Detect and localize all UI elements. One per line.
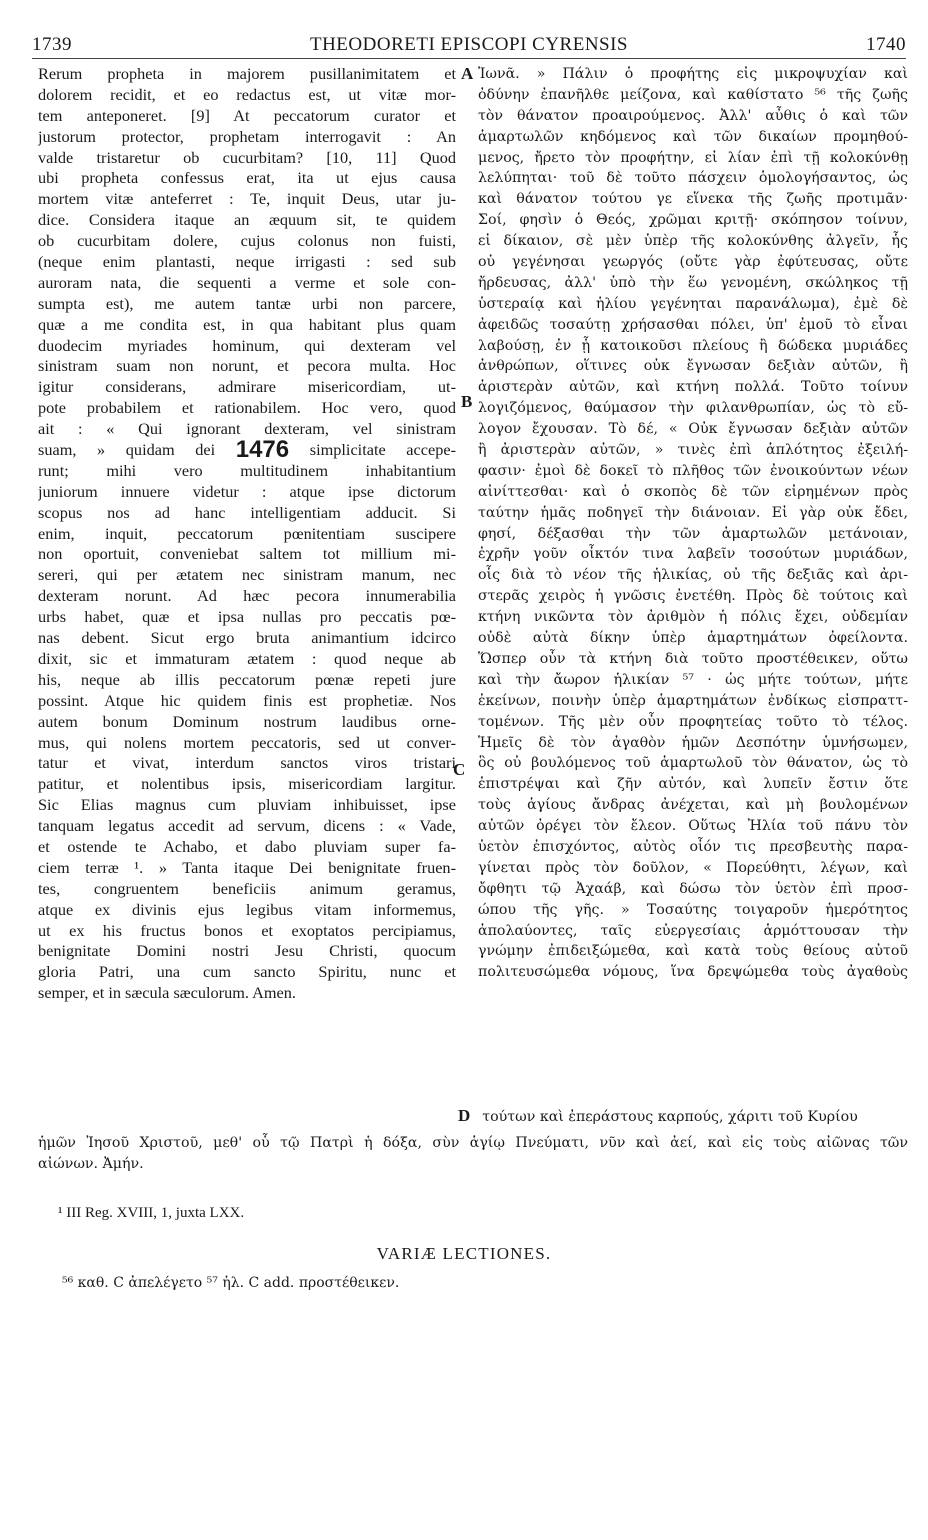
greek-continuation-line-2: αἰώνων. Ἀμήν. (38, 1155, 144, 1172)
latin-line: mus, qui nolens mortem peccatoris, sed ut conver- (38, 732, 456, 752)
latin-line: tem anteponeret. [9] At peccatorum curator et (38, 105, 456, 125)
latin-line: igitur considerans, admirare misericordiam, ut- (38, 377, 456, 397)
greek-line: πολιτευσώμεθα νόμους, ἵνα δρεψώμεθα τοὺς ἀγαθοὺς (478, 964, 908, 981)
latin-line: his, neque ab illis peccatorum pœnæ repeti jure (38, 669, 456, 689)
greek-line: ἀνθρώπων, οἵτινες οὐκ ἔγνωσαν δεξιὰν αὐτῶν, ἢ (478, 358, 908, 375)
latin-line: duodecim myriades hominum, qui dexteram vel (38, 335, 456, 355)
greek-line: καὶ τὴν ἄωρον ἡλικίαν ⁵⁷ · ὡς μήτε τούτων, μήτε (478, 671, 908, 688)
greek-line: ὑετὸν ἐπισχόντος, αὐτὸς οἷόν τις πρεσβευτὴς παρα- (478, 838, 908, 855)
greek-line: λελύπηται· τοῦ δὲ τοῦτο πάσχειν ὁμολογήσαντος, ὡς (478, 170, 908, 187)
latin-line: scopus nos ad hanc intelligentiam adducit. Si (38, 502, 456, 522)
latin-line: Sic Elias magnus cum pluviam inhibuisset, ipse (38, 795, 456, 815)
greek-line: τοὺς ἁγίους ἄνδρας ἀνέχεται, καὶ μὴ βουλομένων (478, 797, 908, 814)
latin-line: runt; mihi vero multitudinem inhabitantium (38, 460, 456, 480)
greek-line: Ἡμεῖς δὲ τὸν ἀγαθὸν ἡμῶν Δεσπότην ὑμνήσωμεν, (478, 734, 908, 751)
greek-continuation (38, 1133, 908, 1175)
latin-line: tanquam legatus accedit ad servum, dicens : « Vade, (38, 816, 456, 836)
greek-line: αὐτῶν ὀρέγει τὸν ἔλεον. Οὕτως Ἠλία τοῦ πάνυ τὸν (478, 818, 908, 835)
latin-line: pote probabilem et rationabilem. Hoc vero, quod (38, 398, 456, 418)
greek-line: τὸν θάνατον προαιρούμενος. Ἀλλ' αὖθις ὁ καὶ τῶν (478, 107, 908, 124)
latin-line: et ostende te Achabo, et dabo pluviam super fa- (38, 836, 456, 856)
greek-line: ἐπιστρέψαι καὶ ζῆν αὐτόν, καὶ λυπεῖν ἔστιν ὅτε (478, 776, 908, 793)
latin-line: sinistram suam non norunt, et pecora multa. Hoc (38, 356, 456, 376)
greek-line: ὀδύνην ἐπανῆλθε μείζονα, καὶ καθίστατο ⁵⁶ τῆς ζωῆς (478, 86, 908, 103)
latin-line: possint. Atque hic quidem finis est prophetiæ. Nos (38, 690, 456, 710)
latin-line: mortem vitæ anteferret : Te, inquit Deus, utar ju- (38, 189, 456, 209)
section-marker-a: A (461, 64, 474, 83)
latin-line: quæ a me condita est, in qua habitant plus quam (38, 314, 456, 334)
footnote: ¹ III Reg. XVIII, 1, juxta LXX. (58, 1205, 245, 1221)
greek-line: ἐχρῆν γοῦν οἶκτόν τινα λαβεῖν τοσούτων μυριάδων, (478, 546, 908, 563)
latin-line: patitur, et nolentibus ipsis, misericordiam largitur. (38, 774, 456, 794)
greek-line: ταύτην ἡμᾶς ποδηγεῖ τὴν διάνοιαν. Εἰ γὰρ οὐκ ἔδει, (478, 504, 908, 521)
latin-line: non oportuit, conveniebat saltem tot millium mi- (38, 544, 456, 564)
greek-line: οὐ γεγένησαι γεωργός (οὔτε γὰρ ἐφύτευσας, οὔτε (478, 254, 908, 271)
greek-line-d: τούτων καὶ ἐπεράστους καρπούς, χάριτι τοῦ Κυρίου (482, 1109, 858, 1125)
latin-line: tes, congruentem beneficiis animum geramus, (38, 878, 456, 898)
greek-line: ἁμαρτωλῶν κηδόμενος καὶ τῶν δικαίων προμηθού- (478, 128, 908, 145)
latin-line-part: simplicitate accepe- (309, 440, 456, 460)
greek-line: φησί, δέξασθαι τὴν τῶν ἁμαρτωλῶν μετάνοιαν, (478, 525, 908, 542)
greek-line: λαβούσῃ, ἐν ᾗ κατοικοῦσι πλείους ἢ δώδεκα μυριάδες (478, 337, 908, 354)
latin-line: urbs habet, quæ et ipsa nullas pro peccatis pœ- (38, 607, 456, 627)
greek-line: ώπου τῆς γῆς. » Τοσαύτης τοιγαροῦν ἡμερότητος (478, 901, 908, 918)
latin-line: juniorum innuere videtur : atque ipse dictorum (38, 481, 456, 501)
greek-line: οὐδὲ αὐτὰ δίκην ὑπὲρ ἁμαρτημάτων ὀφείλοντα. (478, 630, 908, 647)
variae-lectiones-text: ⁵⁶ καθ. C ἀπελέγετο ⁵⁷ ἡλ. C add. προστέθεικεν. (62, 1275, 400, 1291)
greek-line: κτήνη νικῶντα τὸν ἀριθμὸν ἡ πόλις ἔχει, οὐδεμίαν (478, 609, 908, 626)
latin-line: dexteram norunt. Ad hæc pecora innumerabilia (38, 586, 456, 606)
header-rule (32, 58, 906, 59)
greek-line: τομένων. Τῆς μὲν οὖν προφητείας τοῦτο τὸ τέλος. (478, 713, 908, 730)
greek-line: καὶ θάνατον τούτου γε εἵνεκα τῆς ζωῆς προτιμᾶν· (478, 191, 908, 208)
latin-line: semper, et in sæcula sæculorum. Amen. (38, 983, 296, 1003)
greek-line: ἀφειδῶς τοσαύτῃ χρήσασθαι πόλει, ὑπ' ἐμοῦ τὸ εἶναι (478, 316, 908, 333)
variae-lectiones-title: VARIÆ LECTIONES. (376, 1244, 552, 1263)
running-title: THEODORETI EPISCOPI CYRENSIS (309, 34, 629, 55)
page-number-left: 1739 (32, 34, 72, 55)
greek-line: ἀριστερὰν αὐτῶν, καὶ κτήνη πολλά. Τοῦτο τοίνυν (478, 379, 908, 396)
greek-line: ἀπολαύοντες, ταῖς εὐεργεσίαις ἁρμόττουσαν τὴν (478, 922, 908, 939)
greek-line: γνώμην ἐπιδειξώμεθα, καὶ κατὰ τοὺς θείους αὐτοῦ (478, 943, 908, 960)
latin-line: valde tristaretur ob cucurbitam? [10, 11] Quod (38, 147, 456, 167)
greek-line: αἰνίττεσθαι· καὶ ὁ σκοπὸς δὲ τῶν εἰρημένων πρὸς (478, 483, 908, 500)
latin-line: sumpta est), me autem tantæ urbi non parcere, (38, 293, 456, 313)
latin-line: tatur et vivat, interdum sanctos viros tristari (38, 753, 456, 773)
section-marker-c: C (453, 760, 466, 779)
latin-line: ob cucurbitam dolere, cujus colonus non fuisti, (38, 231, 456, 251)
greek-line: ἐκείνων, ποινὴν ὑπὲρ ἁμαρτημάτων ἐνδίκως εἰσπραττ- (478, 692, 908, 709)
latin-line: ubi propheta confessus erat, ita ut ejus causa (38, 168, 456, 188)
latin-line: dixit, sic et immaturam ætatem : quod neque ab (38, 648, 456, 668)
latin-line: benignitate Domini nostri Jesu Christi, quocum (38, 941, 456, 961)
latin-line: autem bonum Dominum nostrum laudibus orne- (38, 711, 456, 731)
latin-line: ut ex his fructus bonos et exoptatos percipiamus, (38, 920, 456, 940)
greek-line: φασιν· ἐμοὶ δὲ δοκεῖ τὸ πλῆθος τῶν ἐνοικούντων νέων (478, 462, 908, 479)
greek-line: λογον ἔχουσαν. Τὸ δέ, « Οὐκ ἔγνωσαν δεξιὰν αὐτῶν (478, 421, 908, 438)
latin-column (38, 64, 456, 1004)
column-number: 1476 (235, 440, 290, 461)
greek-line: ὄφθητι τῷ Ἀχαάβ, καὶ δώσω τὸν ὑετὸν ἐπὶ προσ- (478, 880, 908, 897)
greek-line: Ἰωνᾶ. » Πάλιν ὁ προφήτης εἰς μικροψυχίαν καὶ (478, 66, 908, 82)
greek-line: μενος, ἤρετο τὸν προφήτην, εἰ λίαν ἐπὶ τῇ κολοκύνθῃ (478, 149, 908, 166)
greek-line: εἰ δίκαιον, σὲ μὲν ὑπὲρ τῆς κολοκύνθης ἀλγεῖν, ἧς (478, 233, 908, 250)
latin-line: ciem terræ ¹. » Tanta itaque Dei benignitate fruen- (38, 857, 456, 877)
latin-line: (neque enim plantasti, neque irrigasti : sed sub (38, 252, 456, 272)
running-header (32, 34, 906, 58)
latin-line: dice. Considera itaque an æquum sit, te quidem (38, 210, 456, 230)
greek-continuation-line-1: ἡμῶν Ἰησοῦ Χριστοῦ, μεθ' οὗ τῷ Πατρὶ ἡ δόξα, σὺν ἁγίῳ Πνεύματι, νῦν καὶ ἀεί, καὶ εἰς τοὺς αἰῶνας τῶν (38, 1135, 908, 1151)
greek-line: οἷς διὰ τὸ νέον τῆς ἡλικίας, οὐ τῆς δεξιᾶς καὶ ἀρι- (478, 567, 908, 584)
latin-line: ait : « Qui ignorant dexteram, vel sinistram (38, 419, 456, 439)
latin-line: sereri, qui per ætatem nec sinistram manum, nec (38, 565, 456, 585)
greek-line: στερᾶς χειρὸς ἡ γνῶσις ἐνετέθη. Πρὸς δὲ τούτοις καὶ (478, 588, 908, 605)
latin-line: justorum protector, prophetam interrogavit : An (38, 126, 456, 146)
greek-line: ὑστεραίᾳ καὶ ἡλίου γεγένηται παρανάλωμα), ἐμὲ δὲ (478, 295, 908, 312)
latin-line: dolorem recidit, et eo redactus est, ut vitæ mor- (38, 84, 456, 104)
page-number-right: 1740 (866, 34, 906, 55)
section-marker-d: D (458, 1106, 471, 1125)
latin-line: enim, inquit, peccatorum pœnitentiam suscipere (38, 523, 456, 543)
greek-line: ὃς οὐ βουλόμενος τοῦ ἁμαρτωλοῦ τὸν θάνατον, ὡς τὸ (478, 755, 908, 772)
greek-column (478, 64, 908, 983)
latin-line-part: suam, » quidam dei (38, 440, 216, 460)
greek-line: ἤρδευσας, ἀλλ' ὑπὸ τὴν ἕω γενομένη, σκώληκος τῇ (478, 274, 908, 291)
latin-line: nas debent. Sicut ergo bruta animantium idcirco (38, 628, 456, 648)
section-marker-b: B (461, 392, 473, 411)
greek-line: ἢ ἀριστερὰν αὐτῶν, » τινὲς ἐπὶ ἁπλότητος ἐξειλή- (478, 442, 908, 459)
latin-line: gloria Patri, una cum sancto Spiritu, nunc et (38, 962, 456, 982)
latin-line: Rerum propheta in majorem pusillanimitatem et (38, 64, 456, 83)
greek-line-d-row (458, 1106, 908, 1127)
greek-line: γίνεται πρὸς τὸν δοῦλον, « Πορεύθητι, λέγων, καὶ (478, 859, 908, 876)
latin-line: auroram nata, die sequenti a verme et sole con- (38, 272, 456, 292)
greek-line: λογιζόμενος, θαύμασον τὴν φιλανθρωπίαν, ὡς τὸ εὔ- (478, 400, 908, 417)
latin-line (38, 440, 456, 461)
latin-line: atque ex divinis ejus legibus vitam informemus, (38, 899, 456, 919)
greek-line: Σοί, φησὶν ὁ Θεός, χρῶμαι κριτῇ· σκόπησον τοίνυν, (478, 212, 908, 229)
greek-line: Ὥσπερ οὖν τὰ κτήνη διὰ τοῦτο προστέθεικεν, οὕτω (478, 650, 908, 667)
